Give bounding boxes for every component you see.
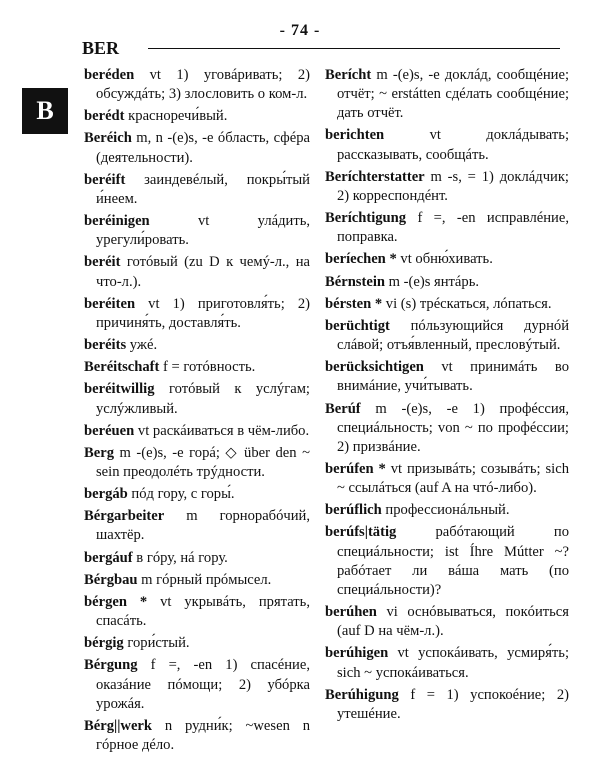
entry-definition: vt улáдить, урегули́ровать.: [96, 213, 310, 249]
dictionary-entry: [325, 501, 569, 520]
entry-headword: Bérgarbeiter: [84, 508, 165, 525]
section-letter-tab: B: [22, 88, 68, 134]
entry-definition: n рудни́к; ~wesen n гóрное дéло.: [96, 717, 310, 753]
dictionary-entry: [325, 644, 569, 682]
page-number: - 74 -: [279, 22, 321, 39]
dictionary-entry: [84, 253, 310, 291]
dictionary-entry: [84, 593, 310, 631]
dictionary-entry: [325, 250, 569, 269]
entry-headword: berichten: [325, 127, 385, 144]
entry-headword: bérgen *: [84, 593, 148, 610]
dictionary-entry: [84, 358, 310, 377]
entry-definition: m -(e)s янтáрь.: [385, 273, 480, 290]
entry-headword: Bérg||werk: [84, 717, 153, 734]
entry-definition: гори́стый.: [123, 635, 190, 652]
entry-definition: m гóрный прóмысел.: [137, 571, 272, 588]
entry-headword: beréuen: [84, 422, 135, 439]
running-head: BER: [82, 38, 120, 58]
dictionary-entry: [325, 317, 569, 355]
dictionary-entry: [84, 717, 310, 755]
entry-definition: m горнорабóчий, шахтёр.: [96, 508, 310, 544]
dictionary-entry: [84, 171, 310, 209]
dictionary-entry: [84, 380, 310, 418]
entry-headword: Berícht: [325, 67, 372, 83]
entry-headword: bérgig: [84, 635, 124, 652]
entry-headword: Beríchterstatter: [325, 168, 425, 185]
entry-headword: Berúhigung: [325, 686, 399, 703]
entry-headword: berúfs|tätig: [325, 524, 397, 541]
entry-definition: красноречи́вый.: [124, 108, 228, 125]
entry-definition: vt доклáдывать; рассказывать, сообщáть.: [337, 127, 569, 163]
entry-definition: vt успокáивать, усмиря́ть; sich ~ успокáиваться.: [337, 645, 569, 681]
entry-headword: beréiten: [84, 295, 136, 312]
entry-definition: vt 1) приготовля́ть; 2) причиня́ть, доставля́ть.: [96, 295, 310, 331]
entry-headword: Beréitschaft: [84, 359, 160, 376]
entry-definition: m -(e)s, -e горá; ◇ über den ~ sein преодолéть трýдности.: [96, 444, 310, 480]
dictionary-entry: [325, 460, 569, 498]
dictionary-entry: [84, 571, 310, 590]
entry-headword: beréit: [84, 254, 121, 271]
dictionary-entry: [325, 168, 569, 206]
entry-headword: berúhen: [325, 604, 377, 621]
dictionary-entry: [325, 358, 569, 396]
entry-definition: vt обню́хивать.: [396, 251, 493, 268]
dictionary-entry: [84, 656, 310, 713]
entry-definition: m, n -(e)s, -e óбласть, сфéра (деятельности).: [96, 130, 310, 166]
entry-headword: Beríchtigung: [325, 210, 407, 227]
entry-definition: vt принимáть во внимáние, учи́тывать.: [337, 359, 569, 395]
entry-headword: berúfen *: [325, 460, 386, 477]
entry-definition: m -(e)s, -e доклáд, сообщéние; отчёт; ~ erstátten сдéлать сообщéние; дать отчёт.: [337, 67, 569, 122]
dictionary-entry: [325, 295, 569, 314]
entry-definition: vi (s) трéскаться, лóпаться.: [382, 295, 552, 312]
entry-definition: vt укрывáть, прятать, спасáть.: [96, 593, 310, 630]
dictionary-entry: [325, 209, 569, 247]
entry-headword: berúhigen: [325, 645, 389, 662]
dictionary-entry: [325, 273, 569, 292]
entry-definition: vi оснóвываться, покóиться (auf D на чём-л.).: [337, 604, 569, 640]
entry-headword: berüchtigt: [325, 317, 390, 334]
dictionary-entry: [325, 603, 569, 641]
entry-definition: в гóру, нá гору.: [132, 549, 228, 566]
entry-definition: f = готóвность.: [159, 359, 256, 376]
dictionary-entry: [325, 66, 569, 123]
dictionary-entry: [84, 336, 310, 355]
entry-definition: f =, -en исправлéние, поправка.: [337, 210, 569, 246]
entry-headword: beréden: [84, 67, 135, 83]
entry-headword: beréift: [84, 171, 126, 188]
entry-headword: beríechen *: [325, 251, 397, 268]
entry-definition: f =, -en 1) спасéние, оказáние пóмощи; 2) убóрка урожáя.: [96, 657, 310, 712]
dictionary-entry: [84, 549, 310, 568]
entry-headword: berücksichtigen: [325, 359, 424, 376]
entry-definition: пóльзующийся дурнóй слáвой; отъя́вленный, пресловýтый.: [337, 317, 569, 354]
entry-definition: рабóтающий по специáльности; ist Íhre Mútter ~? рабóтает ли вáша мать (по специáльности)?: [337, 524, 569, 598]
dictionary-entry: [84, 444, 310, 482]
entry-definition: готóвый к услýгам; услýжливый.: [96, 381, 310, 417]
entry-headword: bergáb: [84, 486, 128, 503]
entry-headword: berúflich: [325, 502, 382, 519]
dictionary-entry: [325, 686, 569, 724]
entry-headword: Bérgbau: [84, 571, 138, 588]
entry-headword: bergáuf: [84, 549, 133, 566]
entry-headword: beréinigen: [84, 213, 150, 230]
entry-headword: Beréich: [84, 130, 132, 147]
dictionary-entry: [325, 400, 569, 457]
entry-headword: beréitwillig: [84, 381, 155, 398]
dictionary-entry: [84, 66, 310, 104]
entry-definition: готóвый (zu D к чемý-л., на что-л.).: [96, 254, 310, 290]
left-column: [84, 66, 310, 758]
dictionary-entry: [84, 507, 310, 545]
entry-headword: berédt: [84, 108, 125, 125]
dictionary-entry: [84, 212, 310, 250]
header-rule: [148, 48, 560, 49]
dictionary-entry: [84, 634, 310, 653]
dictionary-entry: [325, 126, 569, 164]
entry-definition: m -(e)s, -e 1) профéссия, специáльность; von ~ по профéссии; 2) призвáние.: [337, 400, 569, 455]
entry-headword: Berg: [84, 444, 114, 461]
dictionary-entry: [84, 107, 310, 126]
dictionary-entry: [325, 523, 569, 600]
dictionary-entry: [84, 295, 310, 333]
dictionary-entry: [84, 422, 310, 441]
entry-headword: bérsten *: [325, 295, 383, 312]
entry-headword: Bérnstein: [325, 273, 385, 290]
dictionary-entry: [84, 485, 310, 504]
entry-definition: профессионáльный.: [381, 502, 510, 519]
dictionary-entry: [84, 129, 310, 167]
entry-headword: Berúf: [325, 400, 361, 417]
entry-definition: m -s, = 1) доклáдчик; 2) корреспондéнт.: [337, 168, 569, 204]
entry-definition: пóд гору, с горы́.: [127, 486, 235, 503]
right-column: [325, 66, 569, 727]
entry-definition: vt призывáть; созывáть; sich ~ ссылáться (auf A на чтó-либо).: [337, 460, 569, 497]
entry-definition: заиндевéлый, покры́тый и́неем.: [96, 171, 310, 207]
entry-definition: vt раскáиваться в чём-либо.: [134, 422, 310, 439]
entry-definition: vt 1) уговáривать; 2) обсуждáть; 3) злословить о ком-л.: [96, 67, 310, 103]
entry-definition: ужé.: [126, 337, 158, 354]
entry-definition: f = 1) успокоéние; 2) утешéние.: [337, 686, 569, 722]
entry-headword: beréits: [84, 337, 127, 354]
entry-headword: Bérgung: [84, 657, 138, 674]
